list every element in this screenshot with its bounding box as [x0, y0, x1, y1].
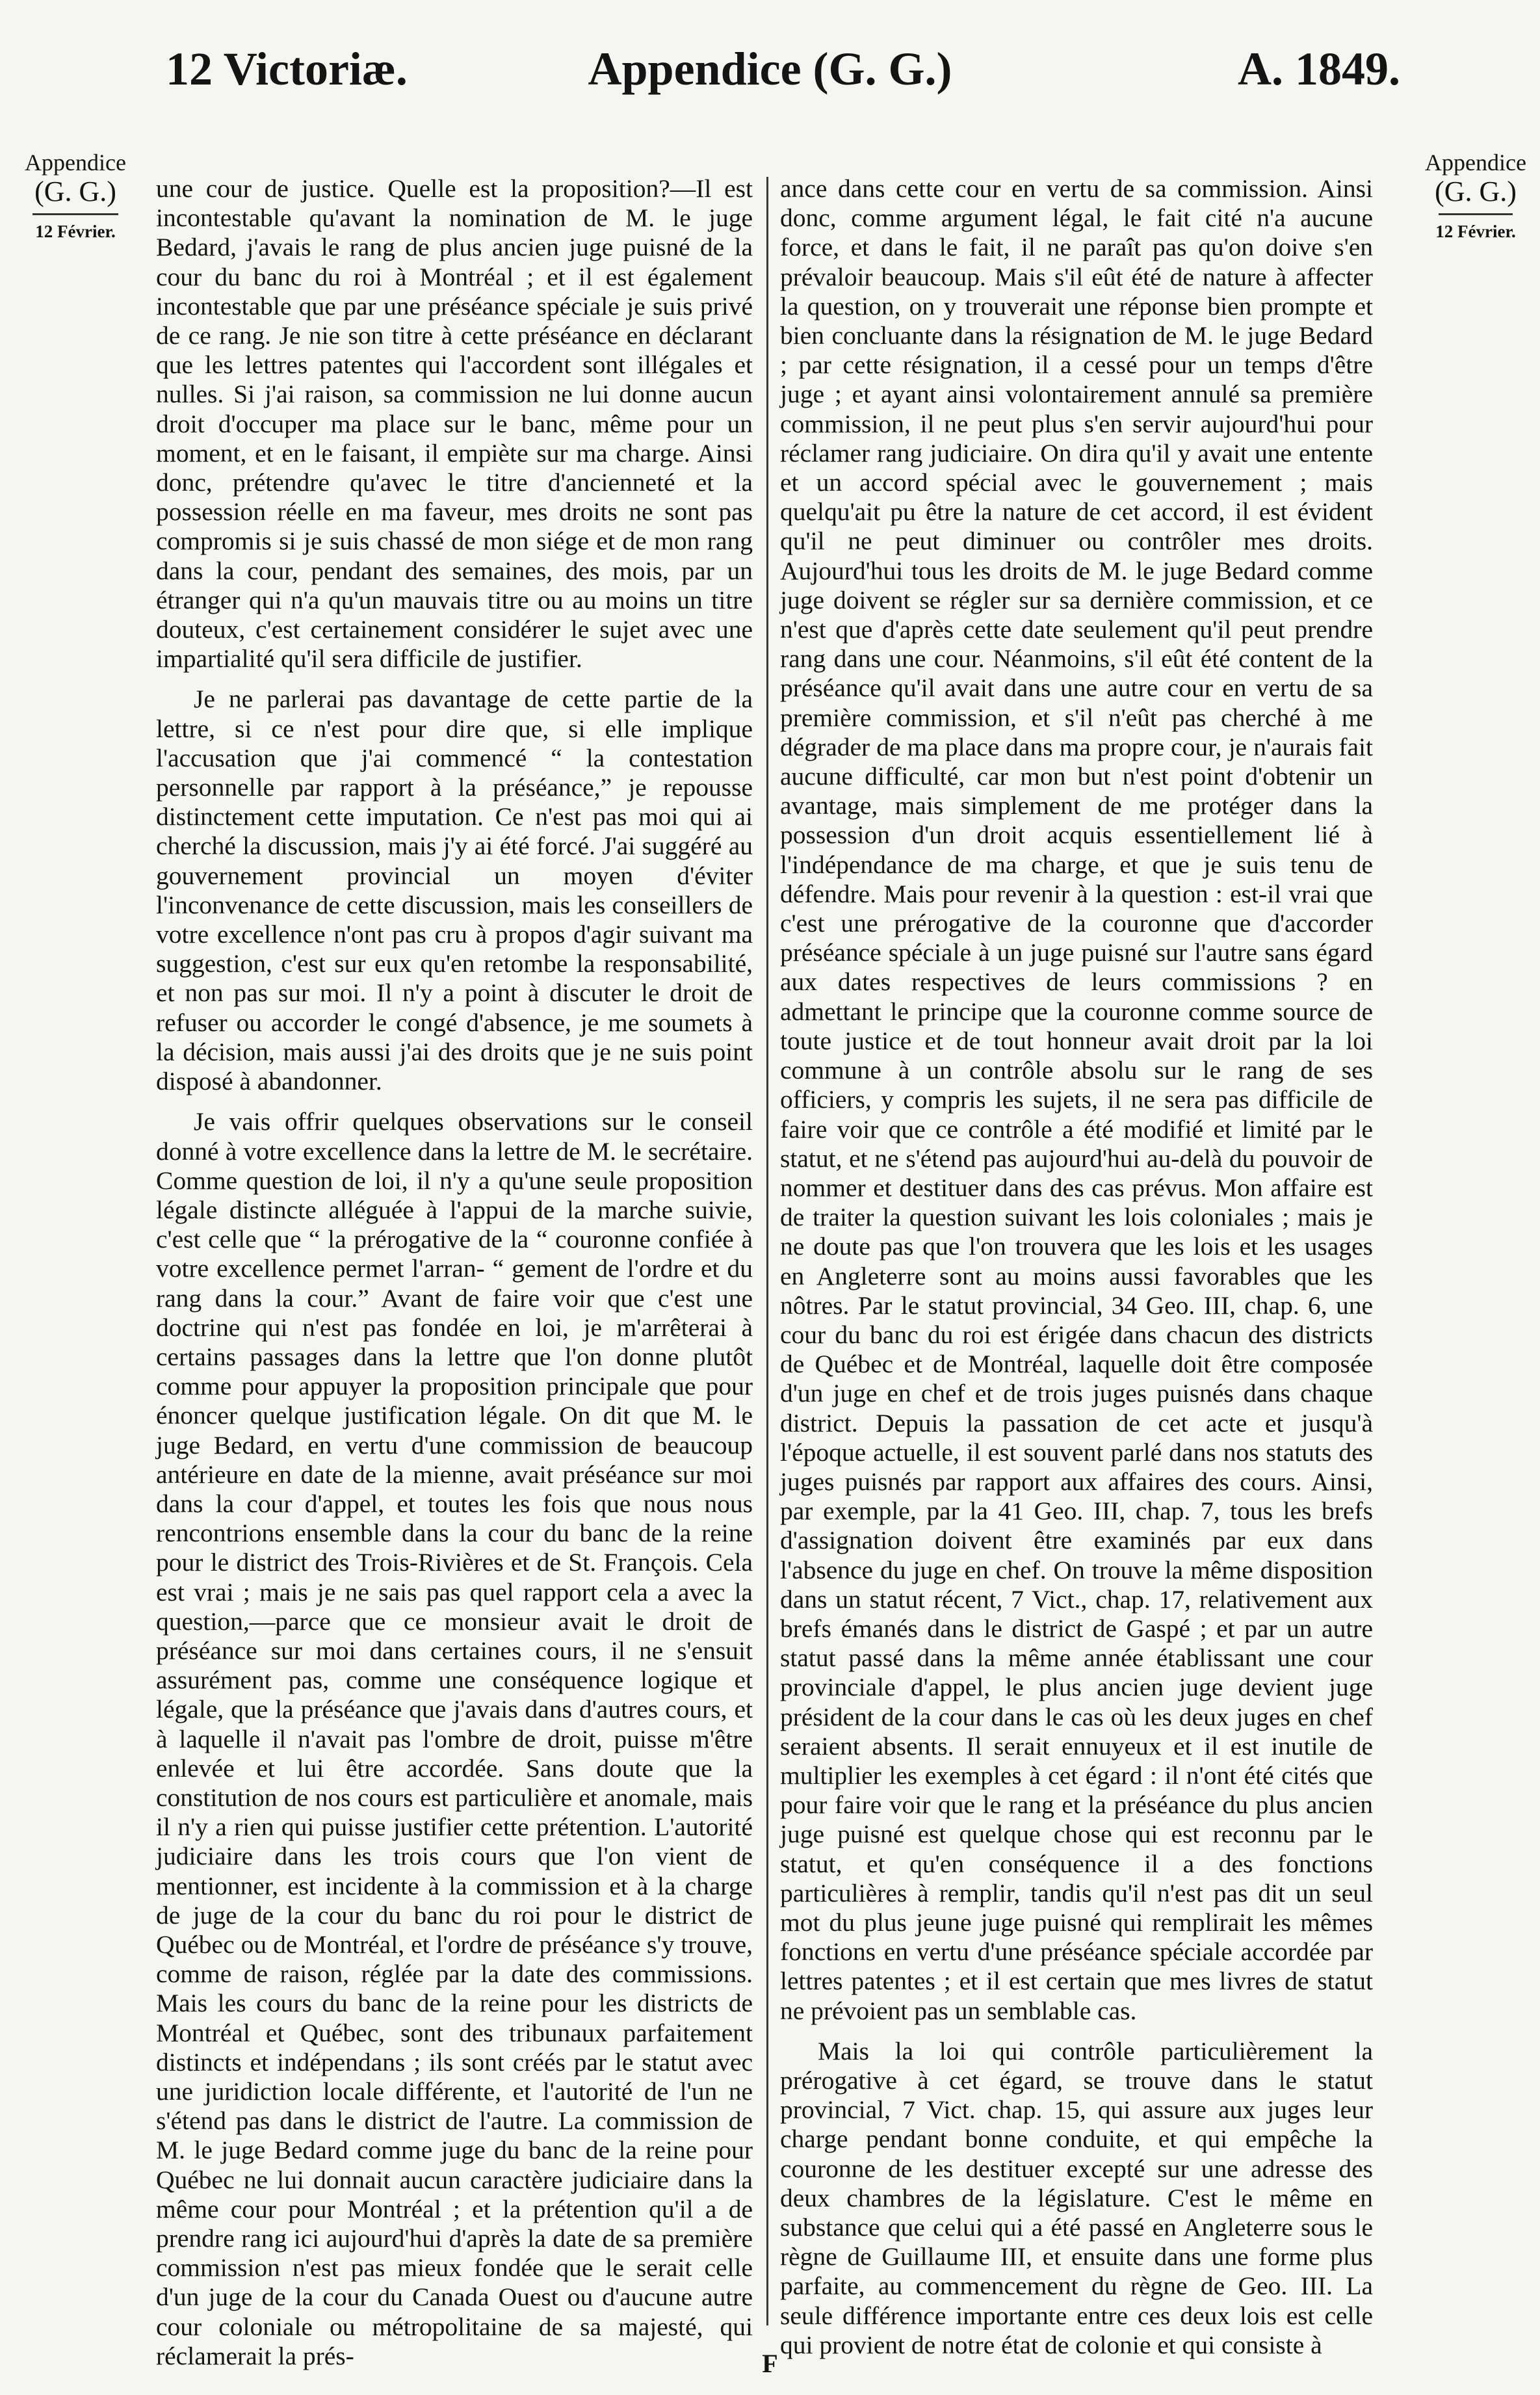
margin-note-rule — [33, 213, 118, 215]
paragraph: Je ne parlerai pas davantage de cette partie de la lettre, si ce n'est pour dire que, si elle implique l'accusation que j'ai commencé “ la contestation personnelle par rapport à la préséance,” je repousse distinctement cette imputation. Ce n'est pas moi qui ai cherché la discussion, mais j'y ai été forcé. J'ai suggéré au gouvernement provincial un moyen d'éviter l'inconvenance de cette discussion, mais les conseillers de votre excellence n'ont pas cru à propos d'agir suivant ma suggestion, c'est sur eux qu'en retombe la responsabilité, et non pas sur moi. Il n'y a point à discuter le droit de refuser ou accorder le congé d'absence, je me soumets à la décision, mais aussi j'ai des droits que je ne suis point disposé à abandonner. — [156, 685, 753, 1096]
right-text-column — [780, 174, 1373, 2371]
running-header-session: 12 Victoriæ. — [166, 43, 408, 95]
running-header-title: Appendice (G. G.) — [588, 43, 952, 95]
margin-note-code: (G. G.) — [34, 176, 116, 208]
margin-note-label: Appendice — [1425, 150, 1526, 176]
paragraph: Mais la loi qui contrôle particulièrement la prérogative à cet égard, se trouve dans le statut provincial, 7 Vict. chap. 15, qui assure aux juges leur charge pendant bonne conduite, et qui empêche la couronne de les destituer excepté sur une adresse des deux chambres de la législature. C'est le même en substance que celui qui a été passé en Angleterre sous le règne de Guillaume III, et ensuite dans une forme plus parfaite, au commencement du règne de Geo. III. La seule différence importante entre ces deux lois est celle qui provient de notre état de colonie et qui consiste à — [780, 2036, 1373, 2359]
paragraph: Je vais offrir quelques observations sur le conseil donné à votre excellence dans la lettre de M. le secrétaire. Comme question de loi, il n'y a qu'une seule proposition légale distincte alléguée à l'appui de la marche suivie, c'est celle que “ la prérogative de la “ couronne confiée à votre excellence permet l'arran- “ gement de l'ordre et du rang dans la cour.” Avant de faire voir que c'est une doctrine qui n'est pas fondée en loi, je m'arrêterai à certains passages dans la lettre que l'on donne plutôt comme pour appuyer la proposition principale que pour énoncer quelque justification légale. On dit que M. le juge Bedard, en vertu d'une commission de beaucoup antérieure en date de la mienne, avait préséance sur moi dans la cour d'appel, et toutes les fois que nous nous rencontrions ensemble dans la cour du banc de la reine pour le district des Trois-Rivières et de St. François. Cela est vrai ; mais je ne sais pas quel rapport cela a avec la question,—parce que ce monsieur avait le droit de préséance sur moi dans certaines cours, il ne s'ensuit assurément pas, comme une conséquence logique et légale, que la préséance que j'avais dans d'autres cours, et à laquelle il n'avait pas l'ombre de droit, puisse m'être enlevée et lui être accordée. Sans doute que la constitution de nos cours est particulière et anomale, mais il n'y a rien qui puisse justifier cette prétention. L'autorité judiciaire dans les trois cours que l'on vient de mentionner, est incidente à la commission et à la charge de juge de la cour du banc du roi pour le district de Québec ou de Montréal, et l'ordre de préséance s'y trouve, comme de raison, réglée par la date des commissions. Mais les cours du banc de la reine pour les districts de Montréal et Québec, sont des tribunaux parfaitement distincts et indépendans ; ils sont créés par le statut avec une juridiction locale différente, et l'autorité de l'un ne s'étend pas dans le district de l'autre. La commission de M. le juge Bedard comme juge du banc de la reine pour Québec ne lui donnait aucun caractère judiciaire dans la même cour pour Montréal ; et la prétention qu'il a de prendre rang ici aujourd'hui d'après la date de sa première commission n'est pas mieux fondée que le serait celle d'un juge de la cour du Canada Ouest ou d'aucune autre cour coloniale ou métropolitaine de sa majesté, qui réclamerait la prés- — [156, 1107, 753, 2370]
paragraph: une cour de justice. Quelle est la proposition?—Il est incontestable qu'avant la nomination de M. le juge Bedard, j'avais le rang de plus ancien juge puisné de la cour du banc du roi à Montréal ; et il est également incontestable que par une préséance spéciale je suis privé de ce rang. Je nie son titre à cette préséance en déclarant que les lettres patentes qui l'accordent sont illégales et nulles. Si j'ai raison, sa commission ne lui donne aucun droit d'occuper ma place sur le banc, même pour un moment, et en le faisant, il empiète sur ma charge. Ainsi donc, prétendre qu'avec le titre d'ancienneté et la possession réelle en ma faveur, mes droits ne sont pas compromis si je suis chassé de mon siége et de mon rang dans la cour, pendant des semaines, des mois, par un étranger qui n'a qu'un mauvais titre ou au moins un titre douteux, c'est certainement considérer le sujet avec une impartialité qu'il sera difficile de justifier. — [156, 174, 753, 674]
margin-note-rule — [1439, 213, 1513, 215]
column-divider — [766, 177, 768, 2325]
right-margin-note — [1414, 150, 1537, 241]
margin-note-code: (G. G.) — [1435, 176, 1517, 208]
margin-note-label: Appendice — [25, 150, 126, 176]
running-header-year: A. 1849. — [1238, 43, 1400, 95]
signature-mark: F — [762, 2349, 778, 2378]
left-margin-note — [4, 150, 147, 241]
margin-note-date: 12 Février. — [35, 221, 116, 241]
margin-note-date: 12 Février. — [1435, 221, 1516, 241]
left-text-column — [156, 174, 753, 2382]
paragraph: ance dans cette cour en vertu de sa commission. Ainsi donc, comme argument légal, le fait cité n'a aucune force, et dans le fait, il ne paraît pas qu'on doive s'en prévaloir beaucoup. Mais s'il eût été de nature à affecter la question, on y trouverait une réponse bien prompte et bien concluante dans la résignation de M. le juge Bedard ; par cette résignation, il a cessé pour un temps d'être juge ; et ayant ainsi volontairement annulé sa première commission, il ne peut plus s'en servir aujourd'hui pour réclamer rang judiciaire. On dira qu'il y avait une entente et un accord spécial avec le gouvernement ; mais quelqu'ait pu être la nature de cet accord, il est évident qu'il ne peut diminuer ou contrôler mes droits. Aujourd'hui tous les droits de M. le juge Bedard comme juge doivent se régler sur sa dernière commission, et ce n'est que d'après cette date seulement qu'il peut prendre rang dans une cour. Néanmoins, s'il eût été content de la préséance qu'il avait dans une autre cour en vertu de sa première commission, et s'il n'eût pas cherché à me dégrader de ma place dans ma propre cour, je n'aurais fait aucune difficulté, car mon but n'est point d'obtenir un avantage, mais simplement de me protéger dans la possession d'un droit acquis essentiellement lié à l'indépendance de ma charge, et que je suis tenu de défendre. Mais pour revenir à la question : est-il vrai que c'est une prérogative de la couronne que d'accorder préséance spéciale à un juge puisné sur l'autre sans égard aux dates respectives de leurs commissions ? en admettant le principe que la couronne comme source de toute justice et de tout honneur avait droit par la loi commune à un contrôle absolu sur le rang de ses officiers, y compris les sujets, il ne sera pas difficile de faire voir que ce contrôle a été modifié et limité par le statut, et ne s'étend pas aujourd'hui au-delà du pouvoir de nommer et destituer dans des cas prévus. Mon affaire est de traiter la question suivant les lois coloniales ; mais je ne doute pas que l'on trouvera que les lois et les usages en Angleterre sont au moins aussi favorables que les nôtres. Par le statut provincial, 34 Geo. III, chap. 6, une cour du banc du roi est érigée dans chacun des districts de Québec et de Montréal, laquelle doit être composée d'un juge en chef et de trois juges puisnés dans chaque district. Depuis la passation de cet acte et jusqu'à l'époque actuelle, il est souvent parlé dans nos statuts des juges puisnés par rapport aux affaires des cours. Ainsi, par exemple, par la 41 Geo. III, chap. 7, tous les brefs d'assignation doivent être examinés par eux dans l'absence du juge en chef. On trouve la même disposition dans un statut récent, 7 Vict., chap. 17, relativement aux brefs émanés dans le district de Gaspé ; et par un autre statut passé dans la même année établissant une cour provinciale d'appel, le plus ancien juge devient juge président de la cour dans le cas où les deux juges en chef seraient absents. Il serait ennuyeux et il est inutile de multiplier les exemples à cet égard : il n'ont été cités que pour faire voir que le rang et la préséance du plus ancien juge puisné est quelque chose qui est reconnu par le statut, et qu'en conséquence il a des fonctions particulières à remplir, tandis qu'il n'est pas dit un seul mot du plus jeune juge puisné qui remplirait les mêmes fonctions en vertu d'une préséance spéciale accordée par lettres patentes ; et il est certain que mes livres de statut ne prévoient pas un semblable cas. — [780, 174, 1373, 2025]
